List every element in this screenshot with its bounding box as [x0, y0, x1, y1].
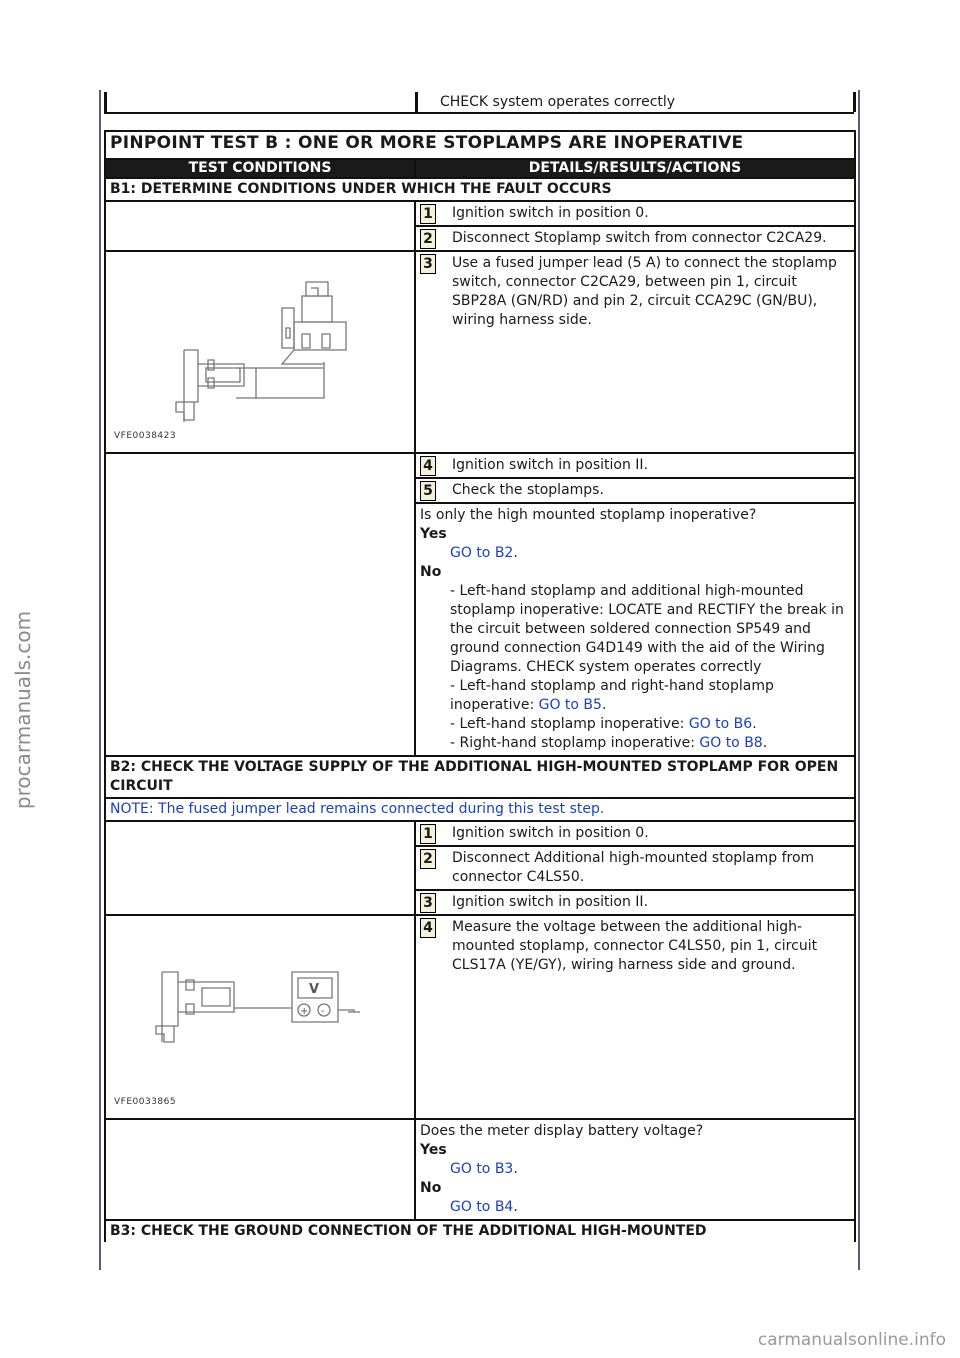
pinpoint-title: PINPOINT TEST B : ONE OR MORE STOPLAMPS ARE INOPERATIVE	[105, 131, 855, 159]
step-text: Use a fused jumper lead (5 A) to connect the stoplamp switch, connector C2CA29, between pin 1, circuit SBP28A (GN/RD) and pin 2, circuit CCA29C (GN/BU), wiring harness side.	[452, 255, 837, 328]
b1-step	[415, 226, 855, 251]
watermark-procarmanuals: procarmanuals.com	[11, 610, 35, 810]
header-details-results-actions: DETAILS/RESULTS/ACTIONS	[415, 159, 855, 178]
step-number: 3	[420, 254, 436, 274]
page-border-right	[858, 90, 860, 1270]
step-number: 4	[420, 456, 436, 476]
yes-label: Yes	[420, 1142, 447, 1158]
yes-label: Yes	[420, 526, 447, 542]
header-test-conditions: TEST CONDITIONS	[105, 159, 415, 178]
b2-figure-cell	[105, 915, 415, 1119]
step-number: 4	[420, 918, 436, 938]
watermark-carmanualsonline: carmanualsonline.info	[757, 1330, 946, 1350]
previous-action-text: CHECK system operates correctly	[440, 94, 676, 110]
connector-jumper-diagram	[106, 252, 412, 452]
no-result-2: - Left-hand stoplamp and right-hand stoplamp inoperative:	[450, 678, 774, 713]
previous-row-edge	[853, 92, 856, 112]
pinpoint-test-table	[104, 130, 856, 1242]
svg-text:-: -	[321, 1006, 325, 1017]
page-border-left	[99, 90, 101, 1270]
previous-row-tail	[104, 92, 854, 114]
b1-step	[415, 478, 855, 503]
figure-caption: VFE0033865	[114, 1097, 177, 1107]
voltmeter-figure	[106, 916, 414, 1118]
no-result-4: - Right-hand stoplamp inoperative:	[450, 735, 700, 751]
go-to-b8-link[interactable]: GO to B8	[699, 735, 763, 751]
go-to-b5-link[interactable]: GO to B5	[538, 697, 602, 713]
no-label: No	[420, 1180, 442, 1196]
step-text: Ignition switch in position 0.	[452, 205, 649, 221]
b1-condition-blank	[105, 201, 415, 251]
go-to-b6-link[interactable]: GO to B6	[688, 716, 753, 732]
go-to-b2-link[interactable]: GO to B2	[450, 545, 514, 561]
b1-step	[415, 201, 855, 226]
voltmeter-diagram	[106, 916, 412, 1118]
b3-heading: B3: CHECK THE GROUND CONNECTION OF THE ADDITIONAL HIGH-MOUNTED	[105, 1220, 855, 1242]
step-text: Check the stoplamps.	[452, 482, 604, 498]
manual-page	[104, 92, 854, 1242]
step-number: 1	[420, 204, 436, 224]
go-to-b4-link[interactable]: GO to B4	[450, 1199, 514, 1215]
b2-step	[415, 890, 855, 915]
b1-step	[415, 251, 855, 453]
stoplamp-switch-jumper-figure	[106, 252, 414, 452]
b2-condition-blank-2	[105, 1119, 415, 1220]
no-result-1: - Left-hand stoplamp and additional high-mounted stoplamp inoperative: LOCATE and RECTIFY the break in the circuit between soldered connection SP549 and ground connection G4D149 with the aid of the Wiring Diagrams. CHECK system operates correctly	[450, 583, 844, 675]
b2-step	[415, 915, 855, 1119]
b1-question: Is only the high mounted stoplamp inoperative?	[420, 507, 757, 523]
b1-figure-cell	[105, 251, 415, 453]
b1-step	[415, 453, 855, 478]
step-text: Ignition switch in position II.	[452, 457, 649, 473]
b2-heading: B2: CHECK THE VOLTAGE SUPPLY OF THE ADDITIONAL HIGH-MOUNTED STOPLAMP FOR OPEN CIRCUIT	[105, 756, 855, 798]
b2-note: NOTE: The fused jumper lead remains connected during this test step.	[105, 798, 855, 821]
b2-step	[415, 846, 855, 890]
step-number: 1	[420, 824, 436, 844]
b2-condition-blank	[105, 821, 415, 915]
step-number: 3	[420, 893, 436, 913]
step-text: Ignition switch in position 0.	[452, 825, 649, 841]
no-result-3: - Left-hand stoplamp inoperative:	[450, 716, 689, 732]
b1-results: Is only the high mounted stoplamp inoperative? Yes GO to B2. No - Left-hand stoplamp and additional high-mounted stoplamp inoperative: LOCATE and RECTIFY the break in the circuit between soldered connection SP549 and ground connection G4D149 with the aid of the Wiring Diagrams. CHECK system operates correctly - Left-hand stoplamp and right-hand stoplamp inoperative: GO to B5. - Left-hand stoplamp inoperative: GO to B6. - Right-hand stoplamp inoperative: GO to B8.	[415, 503, 855, 756]
b2-results: Does the meter display battery voltage? Yes GO to B3. No GO to B4.	[415, 1119, 855, 1220]
previous-condition-cell	[104, 92, 418, 112]
step-number: 2	[420, 229, 436, 249]
b2-step	[415, 821, 855, 846]
step-number: 5	[420, 481, 436, 501]
figure-caption: VFE0038423	[114, 431, 177, 441]
step-text: Disconnect Additional high-mounted stoplamp from connector C4LS50.	[452, 850, 815, 885]
svg-text:+: +	[300, 1006, 309, 1017]
step-text: Ignition switch in position II.	[452, 894, 649, 910]
b1-condition-blank-2	[105, 453, 415, 756]
b1-heading: B1: DETERMINE CONDITIONS UNDER WHICH THE FAULT OCCURS	[105, 178, 855, 201]
no-label: No	[420, 564, 442, 580]
step-number: 2	[420, 849, 436, 869]
go-to-b3-link[interactable]: GO to B3	[450, 1161, 514, 1177]
step-text: Disconnect Stoplamp switch from connector C2CA29.	[452, 230, 827, 246]
meter-v-label: V	[309, 982, 320, 997]
step-text: Measure the voltage between the additional high-mounted stoplamp, connector C4LS50, pin 1, circuit CLS17A (YE/GY), wiring harness side and ground.	[452, 919, 818, 973]
b2-question: Does the meter display battery voltage?	[420, 1123, 704, 1139]
